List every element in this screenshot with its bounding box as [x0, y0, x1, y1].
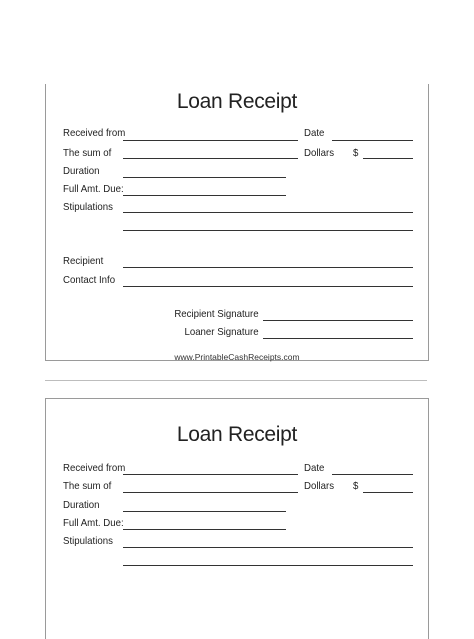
recipient-signature-field[interactable] — [263, 320, 413, 321]
receipt-title: Loan Receipt — [176, 423, 298, 446]
contact-info-label: Contact Info — [63, 274, 116, 286]
currency-symbol: $ — [353, 480, 359, 492]
full-amt-due-field[interactable] — [123, 529, 286, 530]
sum-of-label: The sum of — [63, 147, 112, 159]
loaner-signature-label: Loaner Signature — [184, 326, 259, 338]
date-label: Date — [304, 462, 325, 474]
recipient-field[interactable] — [123, 267, 413, 268]
receipt-title: Loan Receipt — [176, 90, 298, 113]
full-amt-due-field[interactable] — [123, 195, 286, 196]
full-amt-due-label: Full Amt. Due: — [63, 183, 124, 195]
duration-label: Duration — [63, 499, 100, 511]
stipulations-field-2[interactable] — [123, 230, 413, 231]
duration-field[interactable] — [123, 177, 286, 178]
amount-field[interactable] — [363, 158, 413, 159]
stipulations-field-2[interactable] — [123, 565, 413, 566]
received-from-field[interactable] — [123, 140, 298, 141]
received-from-field[interactable] — [123, 474, 298, 475]
received-from-label: Received from — [63, 127, 126, 139]
currency-symbol: $ — [353, 147, 359, 159]
recipient-label: Recipient — [63, 255, 104, 267]
stipulations-field-1[interactable] — [123, 547, 413, 548]
received-from-label: Received from — [63, 462, 126, 474]
cut-line — [45, 380, 427, 381]
sum-of-field[interactable] — [123, 492, 298, 493]
stipulations-label: Stipulations — [63, 535, 113, 547]
duration-label: Duration — [63, 165, 100, 177]
date-field[interactable] — [332, 474, 413, 475]
footer-url: www.PrintableCashReceipts.com — [174, 352, 300, 362]
loan-receipt-card — [45, 398, 429, 639]
date-field[interactable] — [332, 140, 413, 141]
loaner-signature-field[interactable] — [263, 338, 413, 339]
stipulations-label: Stipulations — [63, 201, 113, 213]
amount-field[interactable] — [363, 492, 413, 493]
date-label: Date — [304, 127, 325, 139]
dollars-label: Dollars — [304, 147, 335, 159]
sum-of-field[interactable] — [123, 158, 298, 159]
duration-field[interactable] — [123, 511, 286, 512]
stipulations-field-1[interactable] — [123, 212, 413, 213]
contact-info-field[interactable] — [123, 286, 413, 287]
sum-of-label: The sum of — [63, 480, 112, 492]
full-amt-due-label: Full Amt. Due: — [63, 517, 124, 529]
recipient-signature-label: Recipient Signature — [174, 308, 259, 320]
loan-receipt-card — [45, 84, 429, 361]
dollars-label: Dollars — [304, 480, 335, 492]
